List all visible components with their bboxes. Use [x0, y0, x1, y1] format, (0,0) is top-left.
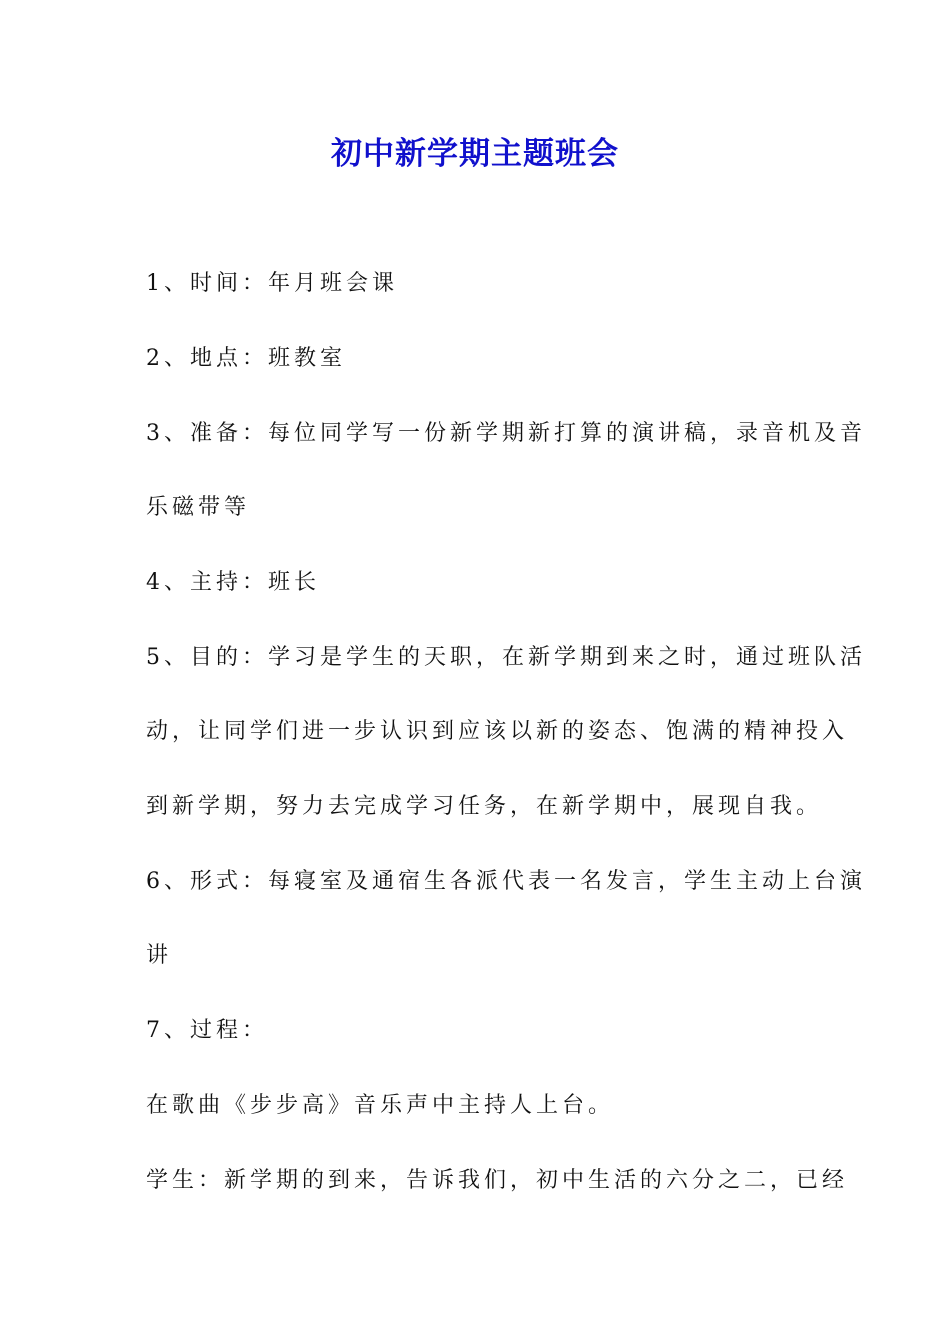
text-line-preparation: 3、准备：每位同学写一份新学期新打算的演讲稿，录音机及音 — [146, 421, 866, 446]
text-line-location: 2、地点：班教室 — [146, 346, 346, 371]
text-line-host: 4、主持：班长 — [146, 570, 320, 595]
text-line-format-cont: 讲 — [146, 943, 173, 968]
text-line-purpose: 5、目的：学习是学生的天职，在新学期到来之时，通过班队活 — [146, 645, 866, 670]
text-line-purpose-cont-1: 动，让同学们进一步认识到应该以新的姿态、饱满的精神投入 — [146, 719, 849, 744]
text-line-process: 7、过程： — [146, 1018, 268, 1043]
text-line-process-song: 在歌曲《步步高》音乐声中主持人上台。 — [146, 1093, 615, 1118]
text-line-preparation-cont: 乐磁带等 — [146, 495, 251, 520]
text-line-purpose-cont-2: 到新学期，努力去完成学习任务，在新学期中，展现自我。 — [146, 794, 823, 819]
text-line-format: 6、形式：每寝室及通宿生各派代表一名发言，学生主动上台演 — [146, 869, 866, 894]
text-line-student-speech: 学生：新学期的到来，告诉我们，初中生活的六分之二，已经 — [146, 1168, 849, 1193]
text-line-time: 1、时间：年月班会课 — [146, 271, 398, 296]
document-title: 初中新学期主题班会 — [331, 136, 619, 172]
